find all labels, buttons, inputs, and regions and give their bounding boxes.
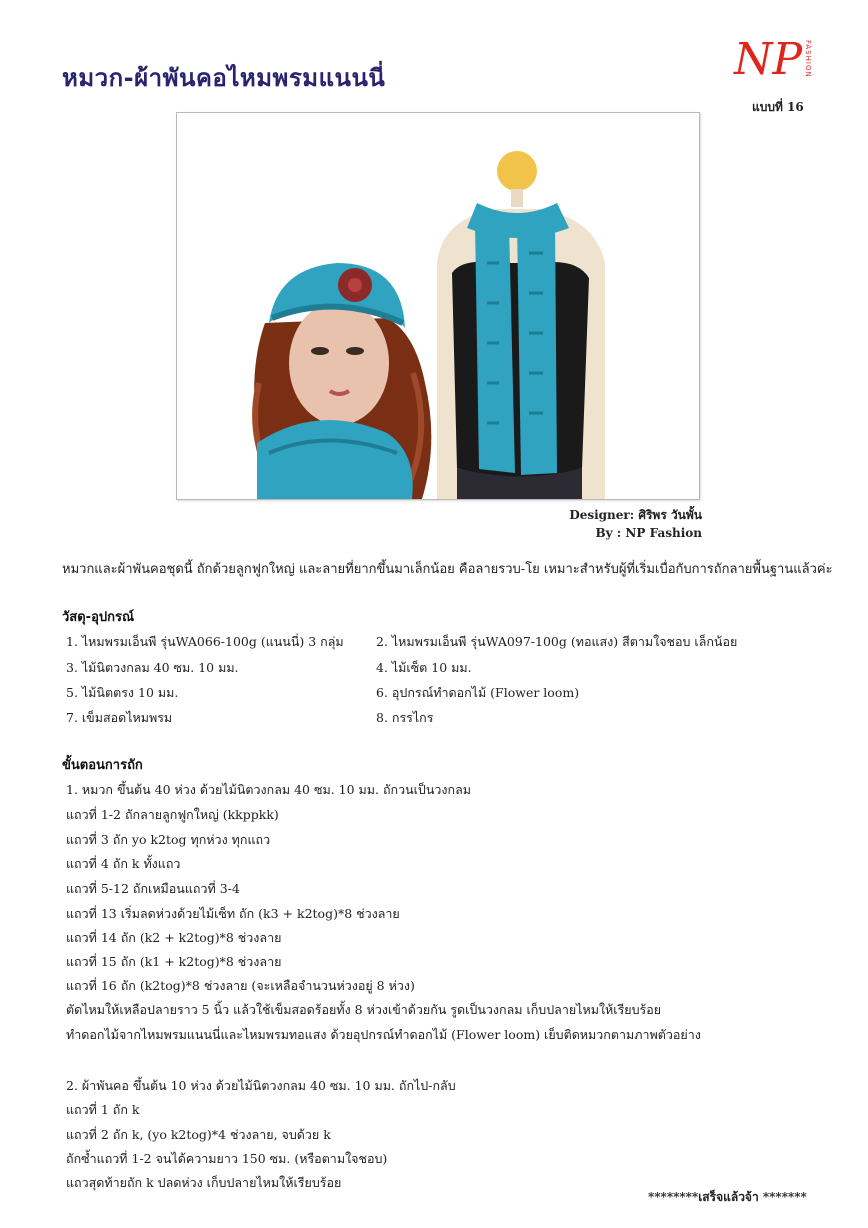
hat-step: แถวที่ 13 เริ่มลดห่วงด้วยไม้เซ็ท ถัก (k3 + k2tog)*8 ช่วงลาย	[66, 906, 400, 921]
hat-step: แถวที่ 1-2 ถักลายลูกฟูกใหญ่ (kkppkk)	[66, 807, 279, 822]
material-item: 2. ไหมพรมเอ็นพี รุ่นWA097-100g (ทอแสง) สีตามใจชอบ เล็กน้อย	[376, 634, 738, 649]
logo-text: NP	[734, 34, 803, 85]
steps-heading: ขั้นตอนการถัก	[62, 758, 143, 773]
material-item: 5. ไม้นิตตรง 10 มม.	[66, 685, 179, 700]
finished-note: ********เสร็จแล้วจ้า *******	[648, 1190, 807, 1204]
hat-step: 1. หมวก ขึ้นต้น 40 ห่วง ด้วยไม้นิตวงกลม 40 ซม. 10 มม. ถักวนเป็นวงกลม	[66, 782, 471, 797]
product-photo-illustration	[177, 113, 699, 499]
hat-step: แถวที่ 5-12 ถักเหมือนแถวที่ 3-4	[66, 881, 240, 896]
brand-logo	[734, 34, 830, 94]
hat-step: แถวที่ 4 ถัก k ทั้งแถว	[66, 856, 181, 871]
designer-credit: Designer: ศิริพร วันพั้น	[569, 508, 702, 522]
material-item: 1. ไหมพรมเอ็นพี รุ่นWA066-100g (แนนนี่) 3 กลุ่ม	[66, 634, 344, 649]
hat-step: ทำดอกไม้จากไหมพรมแนนนี่และไหมพรมทอแสง ด้วยอุปกรณ์ทำดอกไม้ (Flower loom) เย็บติดหมวกตามภาพตัวอย่าง	[66, 1027, 701, 1042]
brand-credit: By : NP Fashion	[595, 526, 702, 540]
page-title: หมวก-ผ้าพันคอไหมพรมแนนนี่	[62, 64, 386, 92]
material-item: 7. เข็มสอดไหมพรม	[66, 710, 173, 725]
logo-subtext: FASHION	[804, 40, 812, 78]
material-item: 4. ไม้เซ็ต 10 มม.	[376, 660, 472, 675]
hat-step: ตัดไหมให้เหลือปลายราว 5 นิ้ว แล้วใช้เข็มสอดร้อยทั้ง 8 ห่วงเข้าด้วยกัน รูดเป็นวงกลม เก็บปลายไหมให้เรียบร้อย	[66, 1002, 662, 1017]
pattern-number: แบบที่ 16	[752, 100, 804, 114]
hat-step: แถวที่ 15 ถัก (k1 + k2tog)*8 ช่วงลาย	[66, 954, 282, 969]
material-item: 8. กรรไกร	[376, 710, 434, 725]
scarf-step: แถวที่ 2 ถัก k, (yo k2tog)*4 ช่วงลาย, จบด้วย k	[66, 1127, 331, 1142]
scarf-step: 2. ผ้าพันคอ ขึ้นต้น 10 ห่วง ด้วยไม้นิตวงกลม 40 ซม. 10 มม. ถักไป-กลับ	[66, 1078, 456, 1093]
hat-step: แถวที่ 14 ถัก (k2 + k2tog)*8 ช่วงลาย	[66, 930, 282, 945]
material-item: 6. อุปกรณ์ทำดอกไม้ (Flower loom)	[376, 685, 580, 700]
product-photo	[176, 112, 700, 500]
materials-heading: วัสดุ-อุปกรณ์	[62, 610, 135, 625]
hat-step: แถวที่ 16 ถัก (k2tog)*8 ช่วงลาย (จะเหลือจำนวนห่วงอยู่ 8 ห่วง)	[66, 978, 415, 993]
material-item: 3. ไม้นิตวงกลม 40 ซม. 10 มม.	[66, 660, 239, 675]
hat-step: แถวที่ 3 ถัก yo k2tog ทุกห่วง ทุกแถว	[66, 832, 271, 847]
intro-paragraph: หมวกและผ้าพันคอชุดนี้ ถักด้วยลูกฟูกใหญ่ และลายที่ยากขึ้นมาเล็กน้อย คือลายรวบ-โย เหมาะสำหรับผู้ที่เริ่มเบื่อกับการถักลายพื้นฐานแล้วค่ะ	[62, 562, 833, 577]
scarf-step: แถวสุดท้ายถัก k ปลดห่วง เก็บปลายไหมให้เรียบร้อย	[66, 1175, 342, 1190]
scarf-step: ถักซ้ำแถวที่ 1-2 จนได้ความยาว 150 ซม. (หรือตามใจชอบ)	[66, 1151, 388, 1166]
scarf-step: แถวที่ 1 ถัก k	[66, 1102, 140, 1117]
